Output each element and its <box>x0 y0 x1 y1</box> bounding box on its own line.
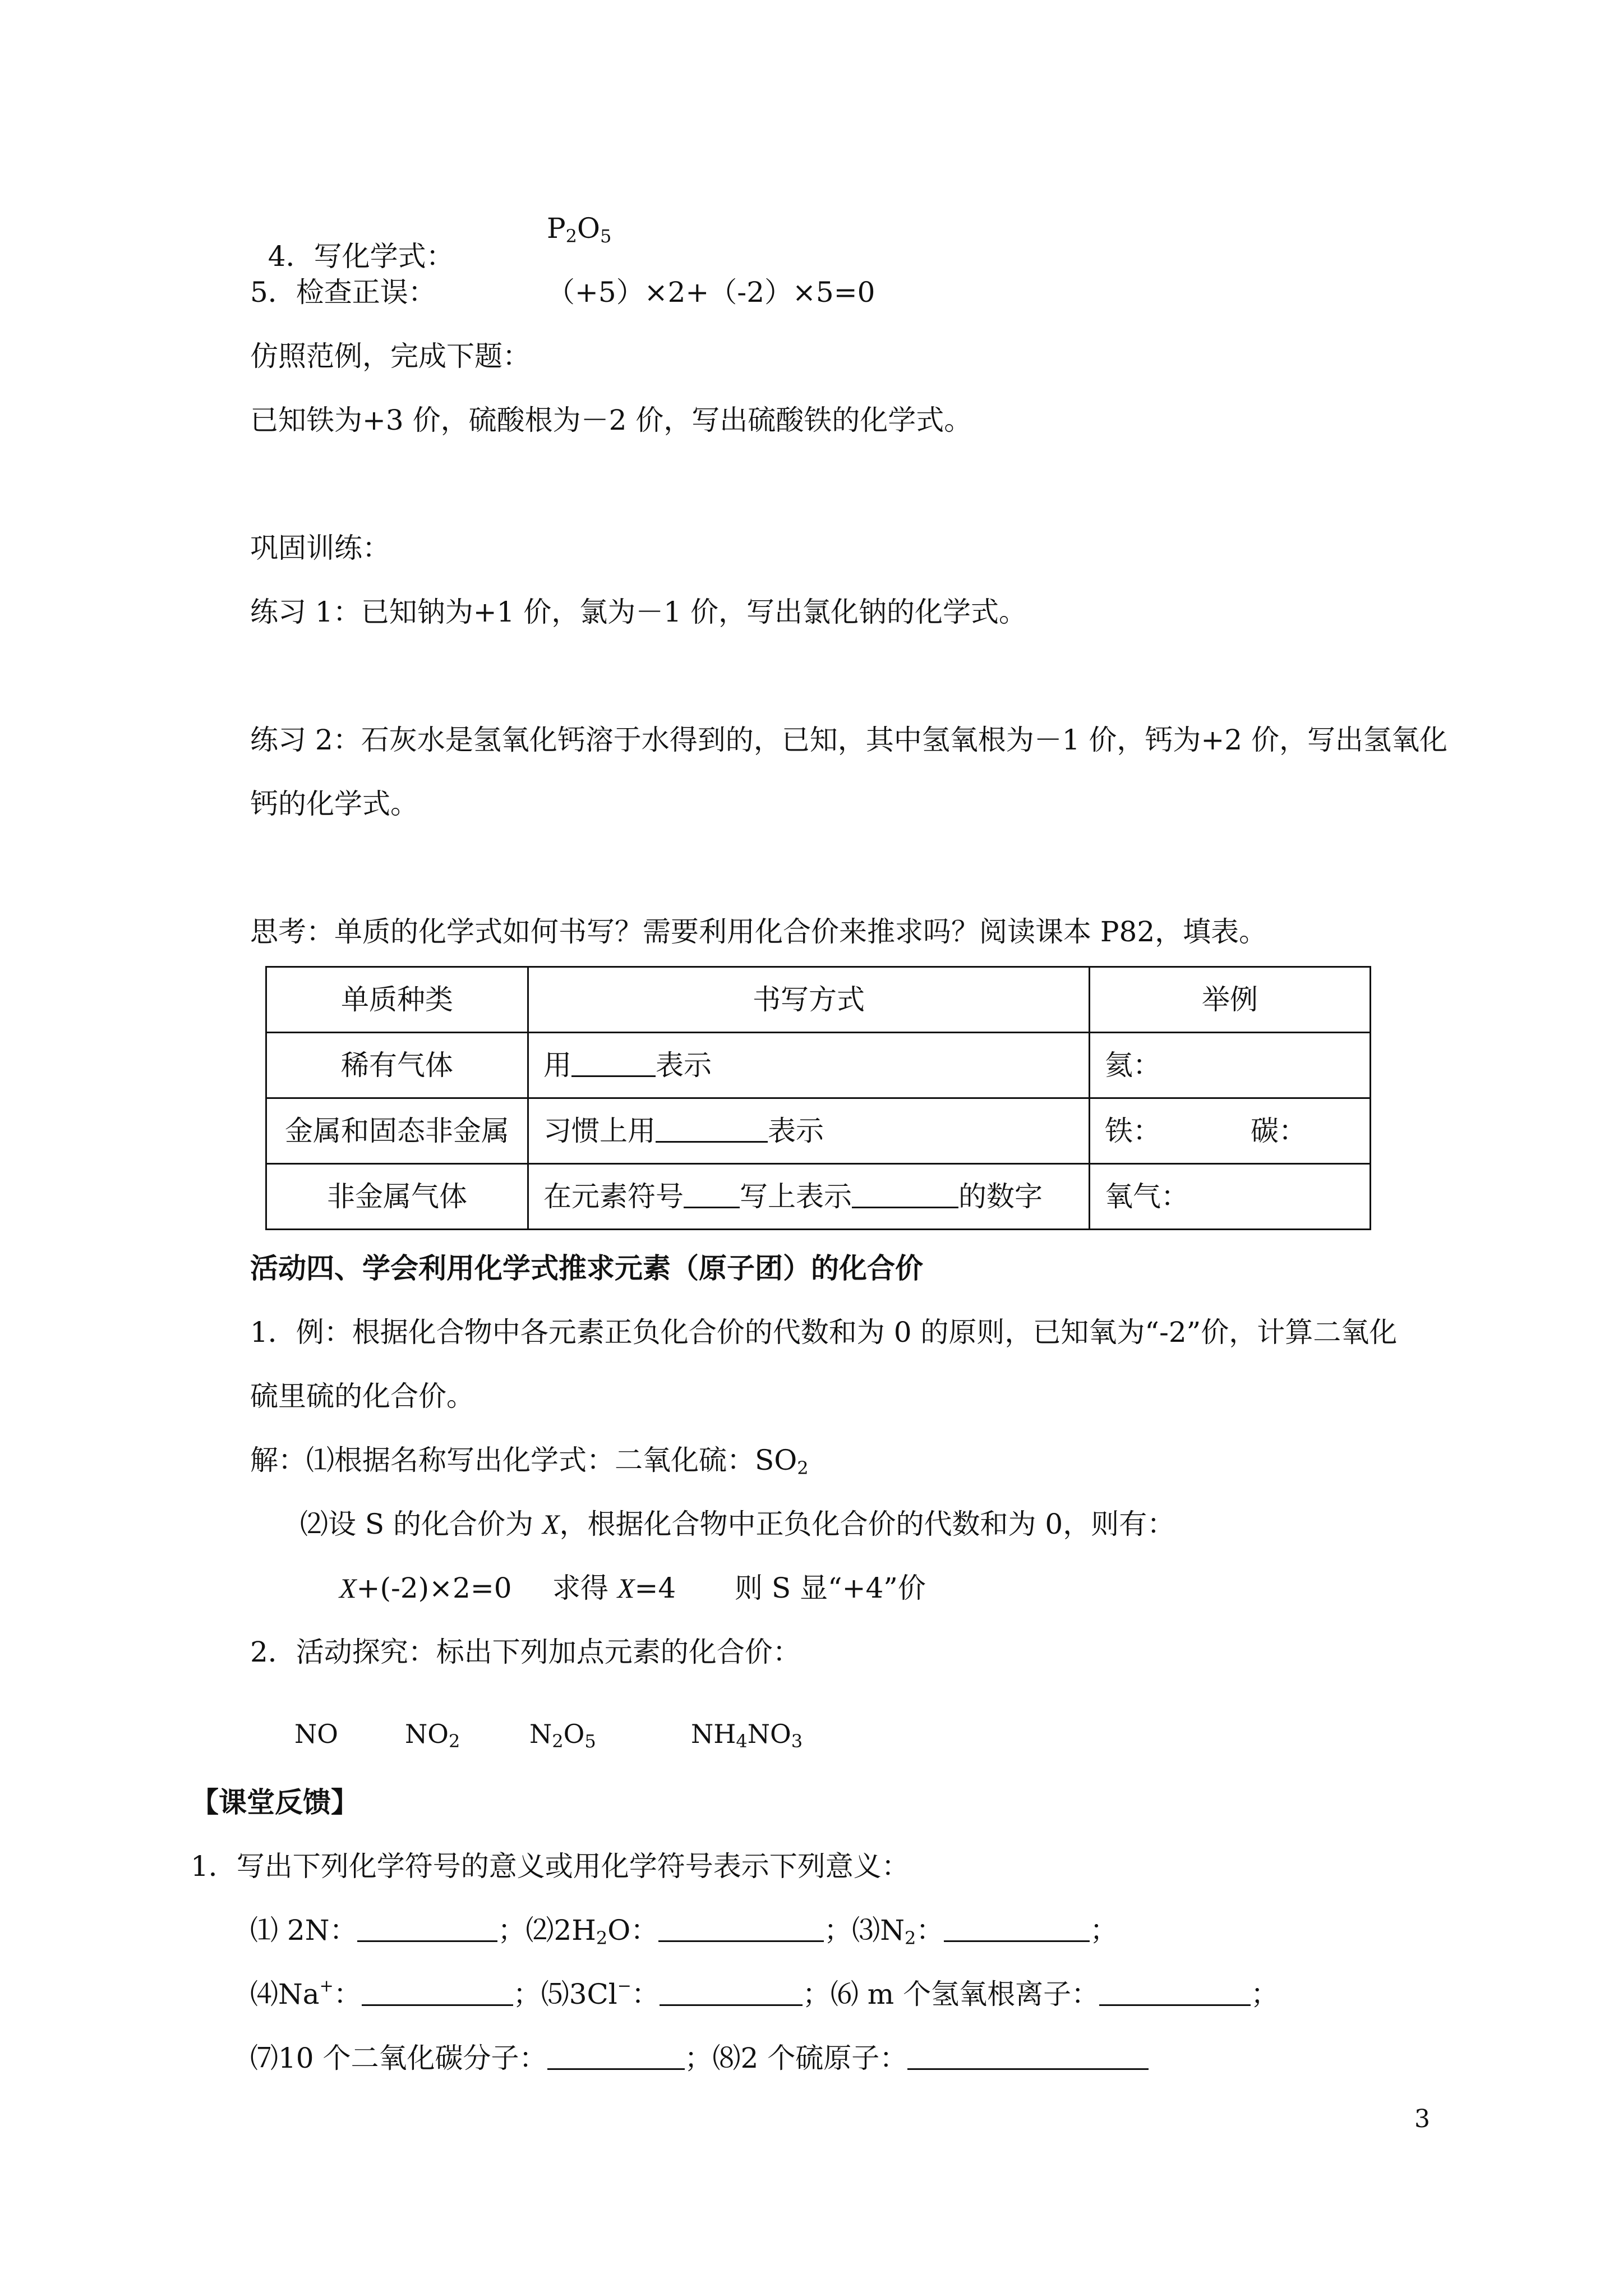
step5-label: 5．检查正误： <box>250 276 436 309</box>
answer-blank[interactable] <box>547 2046 685 2070</box>
example1-line2: 硫里硫的化合价。 <box>250 1380 474 1412</box>
answer-blank[interactable] <box>658 1918 824 1942</box>
table-cell-example: 铁： 碳： <box>1090 1098 1371 1164</box>
answer-blank[interactable] <box>944 1918 1090 1942</box>
solution-step1: 解：⑴根据名称写出化学式：二氧化硫：$SO_2$ <box>250 1444 809 1479</box>
feedback-items-row2: ⑷Na+： ；⑸3Cl−： ；⑹ m 个氢氧根离子： ； <box>250 1976 1279 2010</box>
table-header-row <box>266 967 1371 1033</box>
table-header: 单质种类 <box>266 967 528 1033</box>
feedback-title: 【课堂反馈】 <box>191 1786 359 1819</box>
consolidate-title: 巩固训练： <box>250 532 390 564</box>
activity4-title: 活动四、学会利用化学式推求元素（原子团）的化合价 <box>250 1251 923 1285</box>
imitate-task: 已知铁为+3 价，硫酸根为－2 价，写出硫酸铁的化学式。 <box>250 404 972 436</box>
p2o5-formula: $P_2O_5$ <box>547 212 612 247</box>
page-number: 3 <box>1414 2105 1430 2133</box>
fill-blank[interactable] <box>684 1184 740 1208</box>
fill-blank[interactable] <box>571 1053 656 1077</box>
table-row <box>266 1033 1371 1098</box>
equation-line: X+(-2)×2=0 <box>339 1572 512 1604</box>
table-header: 书写方式 <box>528 967 1090 1033</box>
formula-n2o5: $N_2O_5$ <box>529 1719 596 1752</box>
table-cell-example: 氧气： <box>1090 1164 1371 1230</box>
imitate-intro: 仿照范例，完成下题： <box>250 340 531 372</box>
table-cell-kind: 稀有气体 <box>266 1033 528 1098</box>
table-cell-method: 在元素符号 写上表示 的数字 <box>528 1164 1090 1230</box>
equation-find: 求得 X=4 <box>552 1572 676 1604</box>
formula-nh4no3: $NH_4NO_3$ <box>691 1719 803 1752</box>
table-header: 举例 <box>1090 967 1371 1033</box>
answer-blank[interactable] <box>362 1982 513 2006</box>
answer-blank[interactable] <box>907 2046 1149 2070</box>
exercise-1: 练习 1：已知钠为+1 价，氯为－1 价，写出氯化钠的化学式。 <box>250 596 1027 628</box>
table-cell-method: 习惯上用 表示 <box>528 1098 1090 1164</box>
fill-blank[interactable] <box>656 1119 768 1143</box>
answer-blank[interactable] <box>660 1982 803 2006</box>
table-cell-method: 用 表示 <box>528 1033 1090 1098</box>
example1-line1: 1．例：根据化合物中各元素正负化合价的代数和为 0 的原则，已知氧为“-2”价，计算二氧化 <box>250 1316 1398 1349</box>
exercise-2-line2: 钙的化学式。 <box>250 788 418 820</box>
solution-step2: ⑵设 S 的化合价为 X，根据化合物中正负化合价的代数和为 0，则有： <box>300 1508 1175 1540</box>
table-row <box>266 1098 1371 1164</box>
think-question: 思考：单质的化学式如何书写？需要利用化合价来推求吗？阅读课本 P82，填表。 <box>250 915 1267 948</box>
equation-result: 则 S 显“+4”价 <box>735 1572 926 1604</box>
table-cell-kind: 非金属气体 <box>266 1164 528 1230</box>
table-cell-kind: 金属和固态非金属 <box>266 1098 528 1164</box>
feedback-items-row1: ⑴ 2N： ；$⑵2H_2O$： ；$⑶N_2$： ； <box>250 1914 1118 1949</box>
fill-blank[interactable] <box>852 1184 958 1208</box>
table-row <box>266 1164 1371 1230</box>
formula-no: NO <box>294 1719 338 1749</box>
step4-label: 4．写化学式： <box>268 240 454 273</box>
feedback-question-1: 1．写出下列化学符号的意义或用化学符号表示下列意义： <box>191 1850 910 1883</box>
feedback-items-row3: ⑺10 个二氧化碳分子： ；⑻2 个硫原子： <box>250 2044 1149 2072</box>
answer-blank[interactable] <box>1099 1982 1251 2006</box>
step4-line <box>250 214 454 273</box>
step5-check: （+5）×2+（-2）×5=0 <box>547 276 875 309</box>
answer-blank[interactable] <box>357 1918 497 1942</box>
activity-explore: 2．活动探究：标出下列加点元素的化合价： <box>250 1636 801 1668</box>
elemental-formula-table <box>265 966 1371 1230</box>
formula-no2: $NO_2$ <box>405 1719 460 1752</box>
table-cell-example: 氦： <box>1090 1033 1371 1098</box>
exercise-2-line1: 练习 2：石灰水是氢氧化钙溶于水得到的，已知，其中氢氧根为－1 价，钙为+2 价，写出氢氧化 <box>250 724 1448 756</box>
so2-formula: $SO_2$ <box>755 1444 809 1479</box>
